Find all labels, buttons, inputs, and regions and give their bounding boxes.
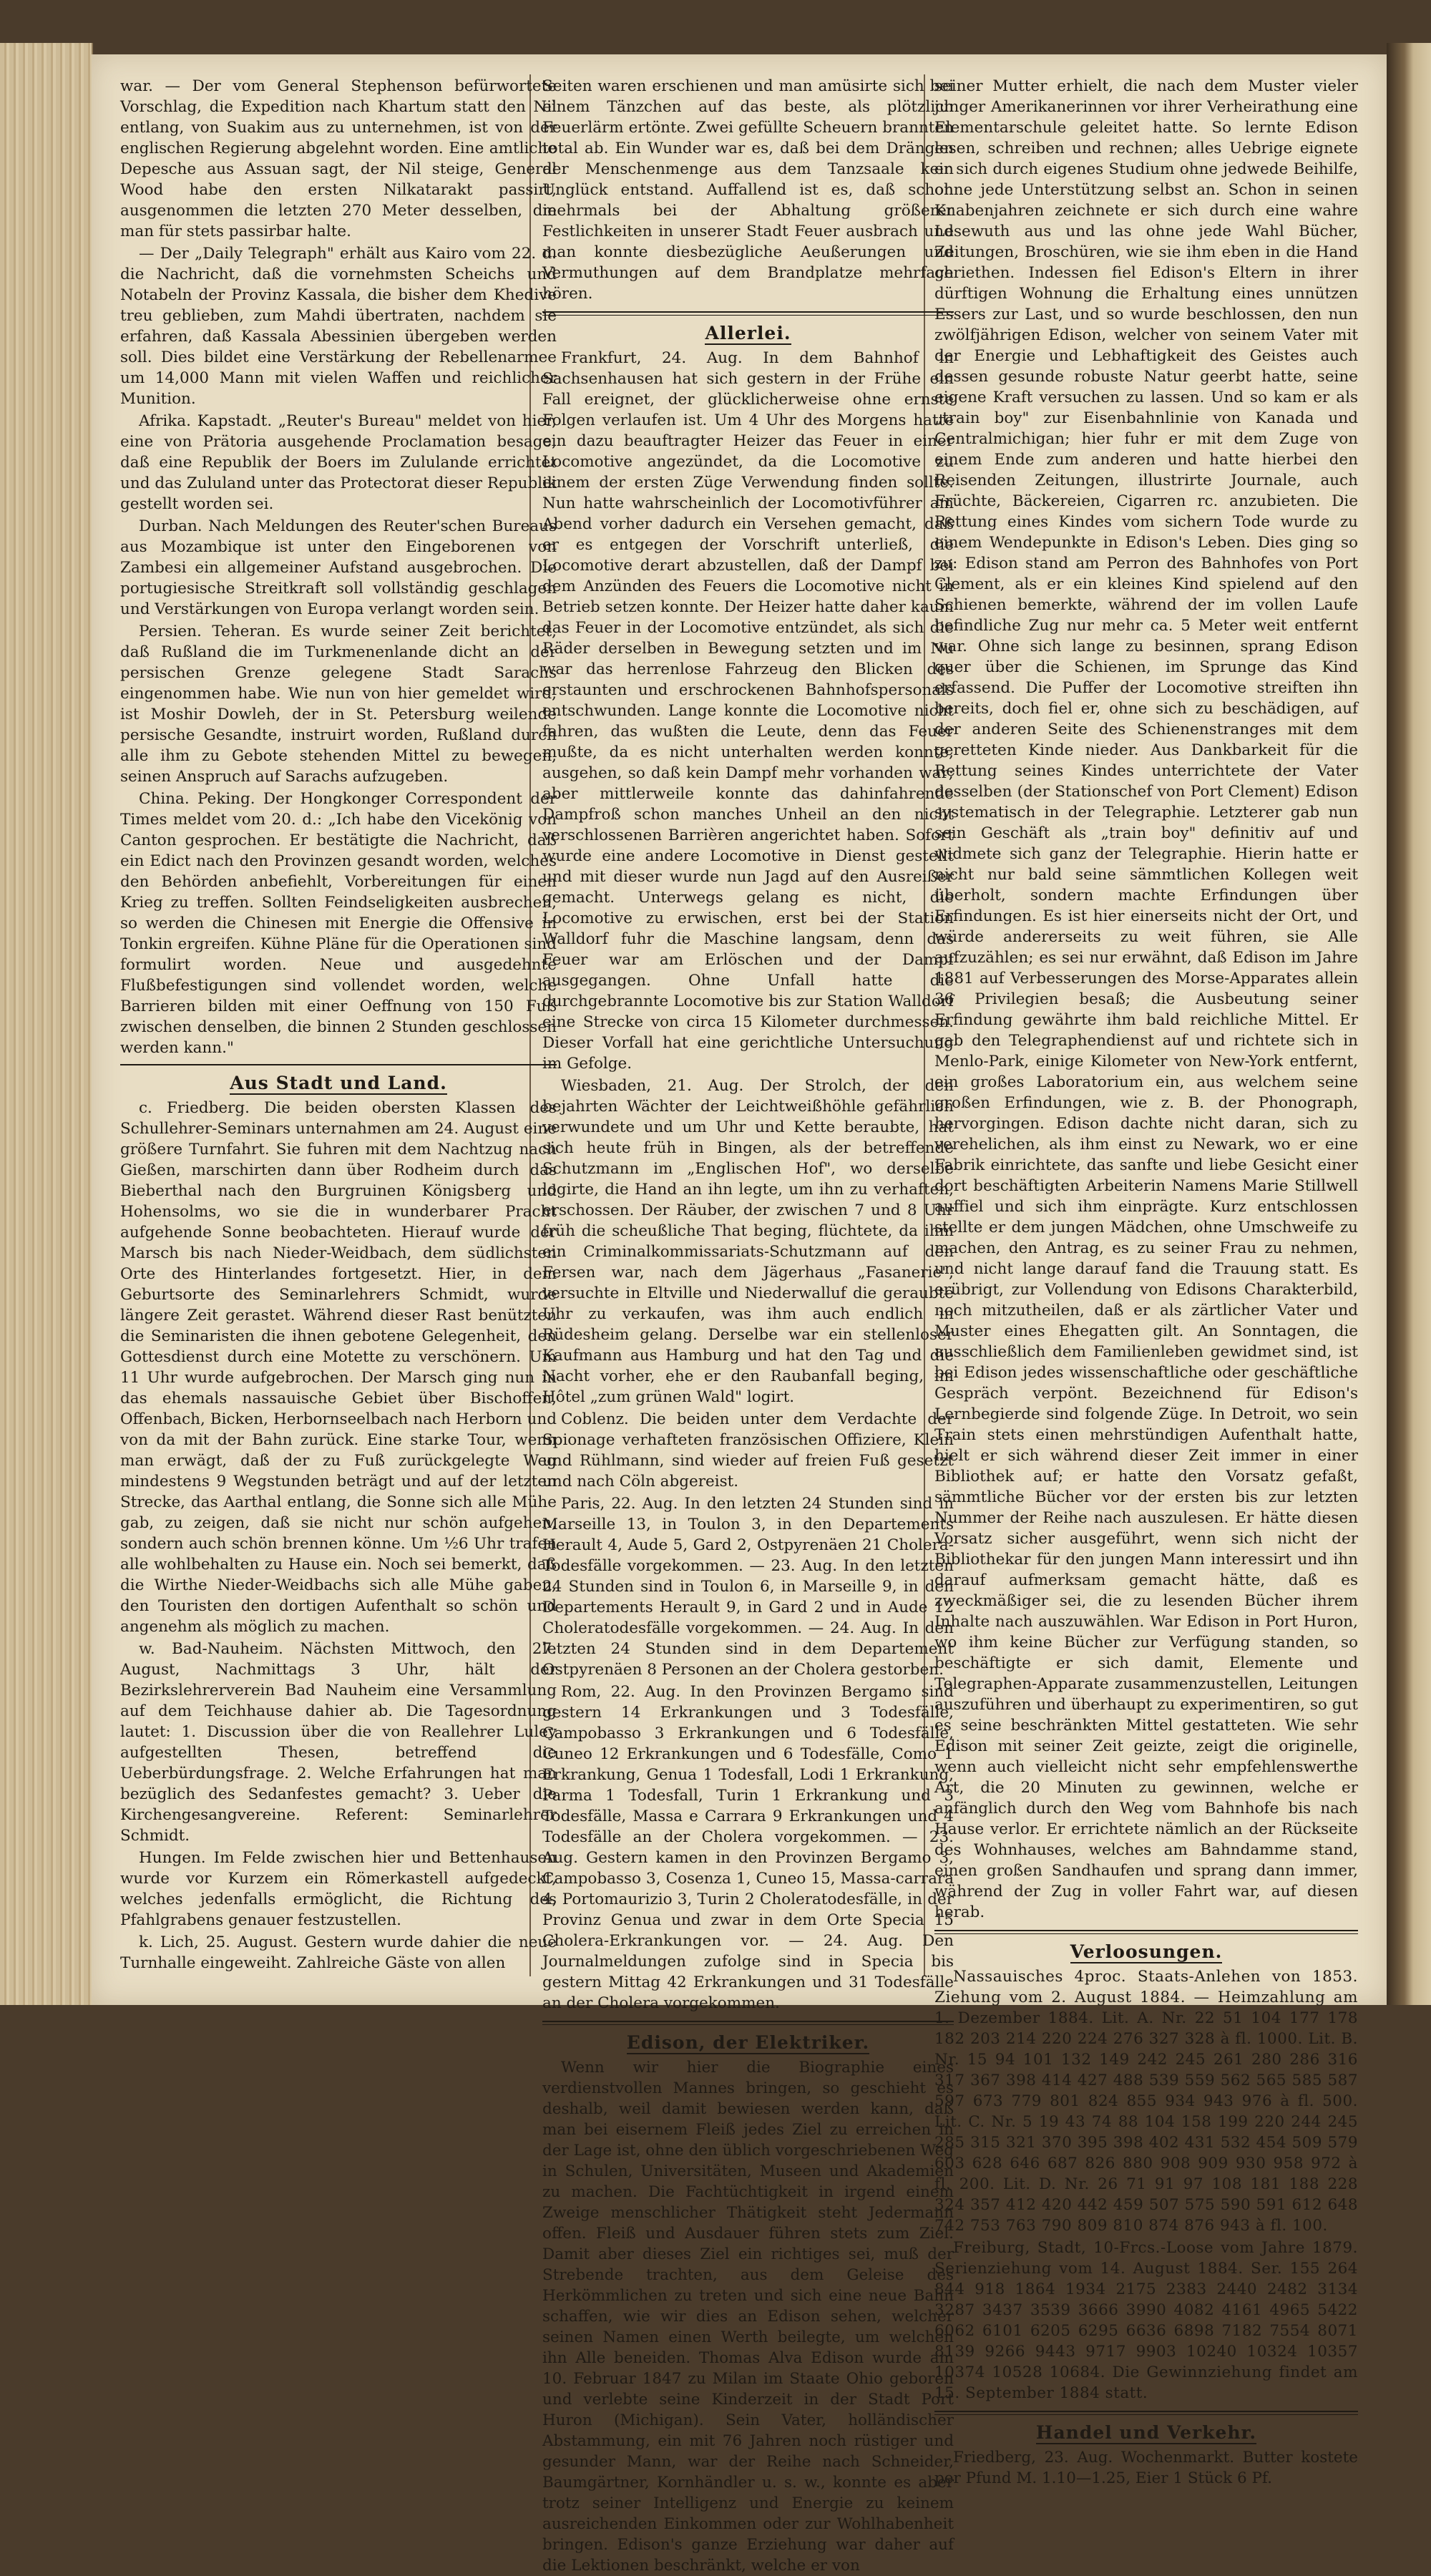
- section-divider: [120, 1064, 557, 1065]
- article-text: Wenn wir hier die Biographie eines verdienstvollen Mannes bringen, so geschieht es deshalb, weil damit bewiesen werden kann, daß man bei eisernem Fleiß jedes Ziel zu erreichen in der Lage ist, ohne den üblich vorgeschriebenen Weg in Schulen, Universitäten, Museen und Akademien zu machen. Die Fachtüchtigkeit in irgend einem Zweige menschlicher Thätigkeit steht Jedermann offen. Fleiß und Ausdauer führen stets zum Ziel. Damit aber dieses Ziel ein richtiges sei, muß der Strebende trachten, aus dem Geleise des Herkömmlichen zu treten und sich eine neue Bahn schaffen, wie wir dies an Edison sehen, welcher seinen Namen einen Werth beilegte, um welchen ihn Alle beneiden. Thomas Alva Edison wurde am 10. Februar 1847 zu Milan im Staate Ohio geboren und verlebte seine Kinderzeit in der Stadt Port Huron (Michigan). Sein Vater, holländischer Abstammung, ein mit 76 Jahren noch rüstiger und gesunder Mann, war der Reihe nach Schneider, Baumgärtner, Kornhändler u. s. w., konnte es aber trotz seiner Intelligenz und Energie zu keinem ausreichenden Einkommen oder zur Wohlhabenheit bringen. Edison's ganze Erziehung war daher auf die Lektionen beschränkt, welche er von: [542, 2059, 954, 2575]
- article-text: c. Friedberg. Die beiden obersten Klassen des Schullehrer-Seminars unternahmen am 24. August eine größere Turnfahrt. Sie fuhren mit dem Nachtzug nach Gießen, marschirten dann über Rodheim durch das Bieberthal nach den Burgruinen Königsberg und Hohensolms, wo sie die in wunderbarer Pracht aufgehende Sonne beobachteten. Hierauf wurde der Marsch bis nach Nieder-Weidbach, dem südlichsten Orte des Hinterlandes fortgesetzt. Hier, in dem Geburtsorte des Seminarlehrers Schmidt, wurde längere Zeit gerastet. Während dieser Rast benützten die Seminaristen die ihnen gebotene Gelegenheit, den Gottesdienst durch eine Motette zu verschönern. Um 11 Uhr wurde aufgebrochen. Der Marsch ging nun in das ehemals nassauische Gebiet über Bischoffen, Offenbach, Bicken, Herbornseelbach nach Herborn und von da mit der Bahn zurück. Eine starke Tour, wenn man erwägt, daß der zu Fuß zurückgelegte Weg mindestens 9 Wegstunden beträgt und auf der letzten Strecke, das Aarthal entlang, die Sonne sich alle Mühe gab, zu zeigen, daß sie nicht nur schön aufgehen, sondern auch schön brennen könne. Um ½6 Uhr trafen alle wohlbehalten zu Hause ein. Noch sei bemerkt, daß die Wirthe Nieder-Weidbachs sich alle Mühe gaben, den Touristen den dortigen Aufenthalt so schön und angenehm als möglich zu machen.: [120, 1099, 557, 1636]
- section-divider: [934, 2411, 1358, 2415]
- book-binding-edge: [0, 43, 93, 2005]
- article-text: Paris, 22. Aug. In den letzten 24 Stunden sind in Marseille 13, in Toulon 3, in den Departements Herault 4, Aude 5, Gard 2, Ostpyrenäen 21 Cholera-Todesfälle vorgekommen. — 23. Aug. In den letzten 24 Stunden sind in Toulon 6, in Marseille 9, in den Departements Herault 9, in Gard 2 und in Aude 12 Choleratodesfälle vorgekommen. — 24. Aug. In den letzten 24 Stunden sind in dem Departement Ostpyrenäen 8 Personen an der Cholera gestorben.: [542, 1495, 954, 1679]
- section-heading: Allerlei.: [705, 323, 791, 343]
- article-text: k. Lich, 25. August. Gestern wurde dahier die neue Turnhalle eingeweiht. Zahlreiche Gäste von allen: [120, 1933, 557, 1972]
- column-1: [120, 76, 557, 1976]
- article-text: Friedberg, 23. Aug. Wochenmarkt. Butter kostete per Pfund M. 1.10—1.25, Eier 1 Stück 6 Pf.: [934, 2449, 1358, 2487]
- column-2: [542, 76, 954, 2575]
- section-divider: [542, 2021, 954, 2025]
- newspaper-page: [92, 54, 1387, 2575]
- article-text: Durban. Nach Meldungen des Reuter'schen Bureaus aus Mozambique ist unter den Eingeborenen von Zambesi ein allgemeiner Aufstand ausgebrochen. Die portugiesische Streitkraft soll vollständig geschlagen und Verstärkungen von Europa verlangt worden sein.: [120, 517, 557, 618]
- column-3: [934, 76, 1358, 2487]
- section-divider: [934, 1930, 1358, 1934]
- article-text: Seiten waren erschienen und man amüsirte sich bei einem Tänzchen auf das beste, als plötzlich Feuerlärm ertönte. Zwei gefüllte Scheuern brannten total ab. Ein Wunder war es, daß bei dem Drängen der Menschenmenge aus dem Tanzsaale kein Unglück entstand. Auffallend ist es, daß schon mehrmals bei der Abhaltung größerer Festlichkeiten in unserer Stadt Feuer ausbrach und man konnte diesbezügliche Aeußerungen und Vermuthungen auf dem Brandplatze mehrfach hören.: [542, 77, 954, 303]
- section-heading: Handel und Verkehr.: [1035, 2422, 1257, 2443]
- article-text: Afrika. Kapstadt. „Reuter's Bureau" meldet von hier, eine von Prätoria ausgehende Proclamation besage, daß eine Republik der Boers im Zululande errichtet und das Zululand unter das Protectorat dieser Republik gestellt worden sei.: [120, 412, 557, 513]
- section-heading: Edison, der Elektriker.: [626, 2032, 870, 2053]
- section-divider: [542, 311, 954, 316]
- section-heading: Aus Stadt und Land.: [230, 1073, 447, 1093]
- article-text: w. Bad-Nauheim. Nächsten Mittwoch, den 27. August, Nachmittags 3 Uhr, hält der Bezirkslehrerverein Bad Nauheim eine Versammlung auf dem Teichhause dahier ab. Die Tagesordnung lautet: 1. Discussion über die von Reallehrer Luley aufgestellten Thesen, betreffend die Ueberbürdungsfrage. 2. Welche Erfahrungen hat man bezüglich des Sedanfestes gemacht? 3. Ueber die Kirchengesangvereine. Referent: Seminarlehrer Schmidt.: [120, 1640, 557, 1845]
- article-text: Persien. Teheran. Es wurde seiner Zeit berichtet, daß Rußland die im Turkmenenlande dicht an der persischen Grenze gelegene Stadt Sarachs eingenommen habe. Wie nun von hier gemeldet wird, ist Moshir Dowleh, der in St. Petersburg weilende persische Gesandte, instruirt worden, Rußland durch alle ihm zu Gebote stehenden Mittel zu bewegen, seinen Anspruch auf Sarachs aufzugeben.: [120, 623, 557, 786]
- article-text: Hungen. Im Felde zwischen hier und Bettenhausen wurde vor Kurzem ein Römerkastell aufgedeckt, welches jedenfalls ermöglicht, die Richtung des Pfahlgrabens genauer festzustellen.: [120, 1849, 557, 1929]
- article-text: Wiesbaden, 21. Aug. Der Strolch, der den bejahrten Wächter der Leichtweißhöhle gefährlich verwundete und um Uhr und Kette beraubte, hat sich heute früh in Bingen, als der betreffende Schutzmann im „Englischen Hof", wo derselbe logirte, die Hand an ihn legte, um ihn zu verhaften, erschossen. Der Räuber, der zwischen 7 und 8 Uhr früh die scheußliche That beging, flüchtete, da ihm ein Criminalkommissariats-Schutzmann auf den Fersen war, nach dem Jägerhaus „Fasanerie", versuchte in Eltville und Niederwalluf die geraubte Uhr zu verkaufen, was ihm auch endlich in Rüdesheim gelang. Derselbe war ein stellenloser Kaufmann aus Hamburg und hat den Tag und die Nacht vorher, ehe er den Raubanfall beging, im Hôtel „zum grünen Wald" logirt.: [542, 1077, 954, 1406]
- article-text: seiner Mutter erhielt, die nach dem Muster vieler junger Amerikanerinnen vor ihrer Verheirathung eine Elementarschule geleitet hatte. So lernte Edison lesen, schreiben und rechnen; alles Uebrige eignete er sich durch eigenes Studium ohne jedwede Beihilfe, ohne jede Unterstützung selbst an. Schon in seinen Knabenjahren zeichnete er sich durch eine wahre Lesewuth aus und las ohne jede Wahl Bücher, Zeitungen, Broschüren, wie sie ihm eben in die Hand geriethen. Indessen fiel Edison's Eltern in ihrer dürftigen Wohnung die Erhaltung eines unnützen Essers zur Last, und so wurde beschlossen, den nun zwölfjährigen Edison, welcher von seinem Vater mit der Energie und Lebhaftigkeit des Geistes auch dessen gesunde robuste Natur geerbt hatte, seine eigene Kraft versuchen zu lassen. Und so kam er als „train boy" zur Eisenbahnlinie von Kanada und Centralmichigan; hier fuhr er mit dem Zuge von einem Ende zum anderen und hatte hierbei den Reisenden Zeitungen, illustrirte Journale, auch Früchte, Bäckereien, Cigarren rc. anzubieten. Die Rettung eines Kindes vom sichern Tode wurde zu einem Wendepunkte in Edison's Leben. Dies ging so zu: Edison stand am Perron des Bahnhofes von Port Clement, als er ein kleines Kind spielend auf den Schienen bemerkte, während der im vollen Laufe befindliche Zug nur mehr ca. 5 Meter weit entfernt war. Ohne sich lange zu besinnen, sprang Edison quer über die Schienen, im Sprunge das Kind erfassend. Die Puffer der Locomotive streiften ihn bereits, doch fiel er, ohne sich zu beschädigen, auf der anderen Seite des Schienenstranges mit dem geretteten Kinde nieder. Aus Dankbarkeit für die Rettung seines Kindes unterrichtete der Vater desselben (der Stationschef von Port Clement) Edison systematisch in der Telegraphie. Letzterer gab nun sein Geschäft als „train boy" definitiv auf und widmete sich ganz der Telegraphie. Hierin hatte er nicht nur bald seine sämmtlichen Kollegen weit überholt, sondern machte Erfindungen über Erfindungen. Es ist hier einerseits nicht der Ort, und würde andererseits zu weit führen, sie Alle aufzuzählen; es sei nur erwähnt, daß Edison im Jahre 1881 auf Verbesserungen des Morse-Apparates allein 36 Privilegien besaß; die Ausbeutung seiner Erfindung gewährte ihm bald reichliche Mittel. Er gab den Telegraphendienst auf und richtete sich in Menlo-Park, einige Kilometer von New-York entfernt, ein großes Laboratorium ein, aus welchem seine großen Erfindungen, wie z. B. der Phonograph, hervorgingen. Edison dachte nicht daran, sich zu verehelichen, als ihm einst zu Newark, wo er eine Fabrik einrichtete, das sanfte und liebe Gesicht einer dort beschäftigten Arbeiterin Namens Marie Stillwell auffiel und sich ihm einprägte. Kurz entschlossen stellte er dem jungen Mädchen, ohne Umschweife zu machen, den Antrag, es zu seiner Frau zu nehmen, und nicht lange darauf fand die Trauung statt. Es erübrigt, zur Vollendung von Edisons Charakterbild, noch mitzutheilen, daß er als zärtlicher Vater und Muster eines Ehegatten gilt. An Sonntagen, die ausschließlich dem Familienleben gewidmet sind, ist bei Edison jedes wissenschaftliche oder geschäftliche Gespräch verpönt. Bezeichnend für Edison's Lernbegierde sind folgende Züge. In Detroit, wo sein Train stets einen mehrstündigen Aufenthalt hatte, hielt er sich während dieser Zeit immer in einer Bibliothek auf; er hatte den Vorsatz gefaßt, sämmtliche Bücher vor der ersten bis zur letzten Nummer der Reihe nach auszulesen. Er hätte diesen Vorsatz sicher ausgeführt, wenn sich nicht der Bibliothekar für den jungen Mann interessirt und ihn darauf aufmerksam gemacht hätte, daß es zweckmäßiger sei, die zu lesenden Bücher ihrem Inhalte nach auszuwählen. War Edison in Port Huron, wo ihm keine Bücher zur Verfügung standen, so beschäftigte er sich damit, Elemente und Telegraphen-Apparate zusammenzustellen, Leitungen auszuführen und überhaupt zu experimentiren, so gut es seine beschränkten Mittel gestatteten. Wie sehr Edison mit seiner Zeit geizte, zeigt die originelle, wenn auch vielleicht nicht sehr empfehlenswerthe Art, die 20 Minuten zu gewinnen, welche er anfänglich durch den Weg vom Bahnhofe bis nach Hause verlor. Er errichtete nämlich an der Rückseite des Wohnhauses, welches am Bahndamme stand, einen großen Sandhaufen und sprang dann immer, während der Zug in voller Fahrt war, auf diesen herab.: [934, 77, 1358, 1921]
- article-text: China. Peking. Der Hongkonger Correspondent der Times meldet vom 20. d.: „Ich habe den Vicekönig von Canton gesprochen. Er bestätigte die Nachricht, daß ein Edict nach den Provinzen gesandt worden, welches den Behörden anbefiehlt, Vorbereitungen für einen Krieg zu treffen. Sollten Feindseligkeiten ausbrechen, so werden die Chinesen mit Energie die Offensive in Tonkin ergreifen. Kühne Pläne für die Operationen sind formulirt worden. Neue und ausgedehnte Flußbefestigungen sind vollendet worden, welche Barrieren bilden mit einer Oeffnung von 150 Fuß zwischen denselben, die binnen 2 Stunden geschlossen werden kann.": [120, 790, 557, 1057]
- lottery-list: Nassauisches 4proc. Staats-Anlehen von 1853. Ziehung vom 2. August 1884. — Heimzahlung am 1. Dezember 1884. Lit. A. Nr. 22 51 104 177 178 182 203 214 220 224 276 327 328 à fl. 1000. Lit. B. Nr. 15 94 101 132 149 242 245 261 280 286 316 317 367 398 414 427 488 539 559 562 565 585 587 597 673 779 801 824 855 934 943 976 à fl. 500. Lit. C. Nr. 5 19 43 74 88 104 158 199 220 244 245 285 315 321 370 395 398 402 431 532 454 509 579 603 628 646 687 826 880 908 909 930 958 972 à fl. 200. Lit. D. Nr. 26 71 91 97 108 181 188 228 324 357 412 420 442 459 507 575 590 591 612 648 742 753 763 790 809 810 874 876 943 à fl. 100.: [934, 1968, 1358, 2235]
- section-heading: Verloosungen.: [1070, 1941, 1223, 1962]
- article-text: Rom, 22. Aug. In den Provinzen Bergamo sind gestern 14 Erkrankungen und 3 Todesfälle, Campobasso 3 Erkrankungen und 6 Todesfälle, Cuneo 12 Erkrankungen und 6 Todesfälle, Como 1 Erkrankung, Genua 1 Todesfall, Lodi 1 Erkrankung, Parma 1 Todesfall, Turin 1 Erkrankung und 3 Todesfälle, Massa e Carrara 9 Erkrankungen und 4 Todesfälle an der Cholera vorgekommen. — 23. Aug. Gestern kamen in den Provinzen Bergamo 3, Campobasso 3, Cosenza 1, Cuneo 15, Massa-carrara 4, Portomaurizio 3, Turin 2 Choleratodesfälle, in der Provinz Genua und zwar in dem Orte Specia 15 Cholera-Erkrankungen vor. — 24. Aug. Den Journalmeldungen zufolge sind in Specia bis gestern Mittag 42 Erkrankungen und 31 Todesfälle an der Cholera vorgekommen.: [542, 1683, 954, 2012]
- article-text: Frankfurt, 24. Aug. In dem Bahnhof in Sachsenhausen hat sich gestern in der Frühe ein Fall ereignet, der glücklicherweise ohne ernste Folgen verlaufen ist. Um 4 Uhr des Morgens hatte ein dazu beauftragter Heizer das Feuer in einer Locomotive angezündet, da die Locomotive zu einem der ersten Züge Verwendung finden sollte. Nun hatte wahrscheinlich der Locomotivführer am Abend vorher dadurch ein Versehen gemacht, daß er es entgegen der Vorschrift unterließ, die Locomotive derart abzustellen, daß der Dampf bei dem Anzünden des Feuers die Locomotive nicht in Betrieb setzen konnte. Der Heizer hatte daher kaum das Feuer in der Locomotive entzündet, als sich die Räder derselben in Bewegung setzten und im Nu war das herrenlose Fahrzeug den Blicken des erstaunten und erschrockenen Bahnhofspersonals entschwunden. Lange konnte die Locomotive nicht fahren, das wußten die Leute, denn das Feuer mußte, da es nicht unterhalten werden konnte, ausgehen, so daß kein Dampf mehr vorhanden war; aber mittlerweile konnte das dahinfahrende Dampfroß schon manches Unheil an den nicht verschlossenen Barrièren angerichtet haben. Sofort wurde eine andere Locomotive in Dienst gestellt und mit dieser wurde nun Jagd auf den Ausreißer gemacht. Unterwegs gelang es nicht, die Locomotive zu erwischen, erst bei der Station Walldorf fuhr die Maschine langsam, denn das Feuer war am Erlöschen und der Dampf ausgegangen. Ohne Unfall hatte die durchgebrannte Locomotive bis zur Station Walldorf eine Strecke von circa 15 Kilometer durchmessen. Dieser Vorfall hat eine gerichtliche Untersuchung im Gefolge.: [542, 349, 954, 1073]
- article-text: war. — Der vom General Stephenson befürwortete Vorschlag, die Expedition nach Khartum statt den Nil entlang, von Suakim aus zu unternehmen, ist von der englischen Regierung abgelehnt worden. Eine amtliche Depesche aus Assuan sagt, der Nil steige, General Wood habe den ersten Nilkatarakt passirt, ausgenommen die letzten 270 Meter desselben, die man für stets passirbar halte.: [120, 77, 557, 240]
- article-text: Coblenz. Die beiden unter dem Verdachte der Spionage verhafteten französischen Offiziere, Klein und Rühlmann, sind wieder auf freien Fuß gesetzt und nach Cöln abgereist.: [542, 1410, 954, 1491]
- book-gutter-edge: [1387, 43, 1431, 2005]
- article-text: — Der „Daily Telegraph" erhält aus Kairo vom 22. d. die Nachricht, daß die vornehmsten Scheichs und Notabeln der Provinz Kassala, die bisher dem Khedive treu geblieben, zum Mahdi übertraten, nachdem sie erfahren, daß Kassala Abessinien übergeben werden soll. Dies bildet eine Verstärkung der Rebellenarmee um 14,000 Mann mit vielen Waffen und reichlicher Munition.: [120, 245, 557, 408]
- lottery-list: Freiburg, Stadt, 10-Frcs.-Loose vom Jahre 1879. Serienziehung vom 14. August 1884. Ser. 155 264 844 918 1864 1934 2175 2383 2440 2482 3134 3287 3437 3539 3666 3990 4082 4161 4965 5422 6062 6101 6205 6295 6636 6898 7182 7554 8071 8139 9266 9443 9717 9903 10240 10324 10357 10374 10528 10684. Die Gewinnziehung findet am 15. September 1884 statt.: [934, 2239, 1358, 2402]
